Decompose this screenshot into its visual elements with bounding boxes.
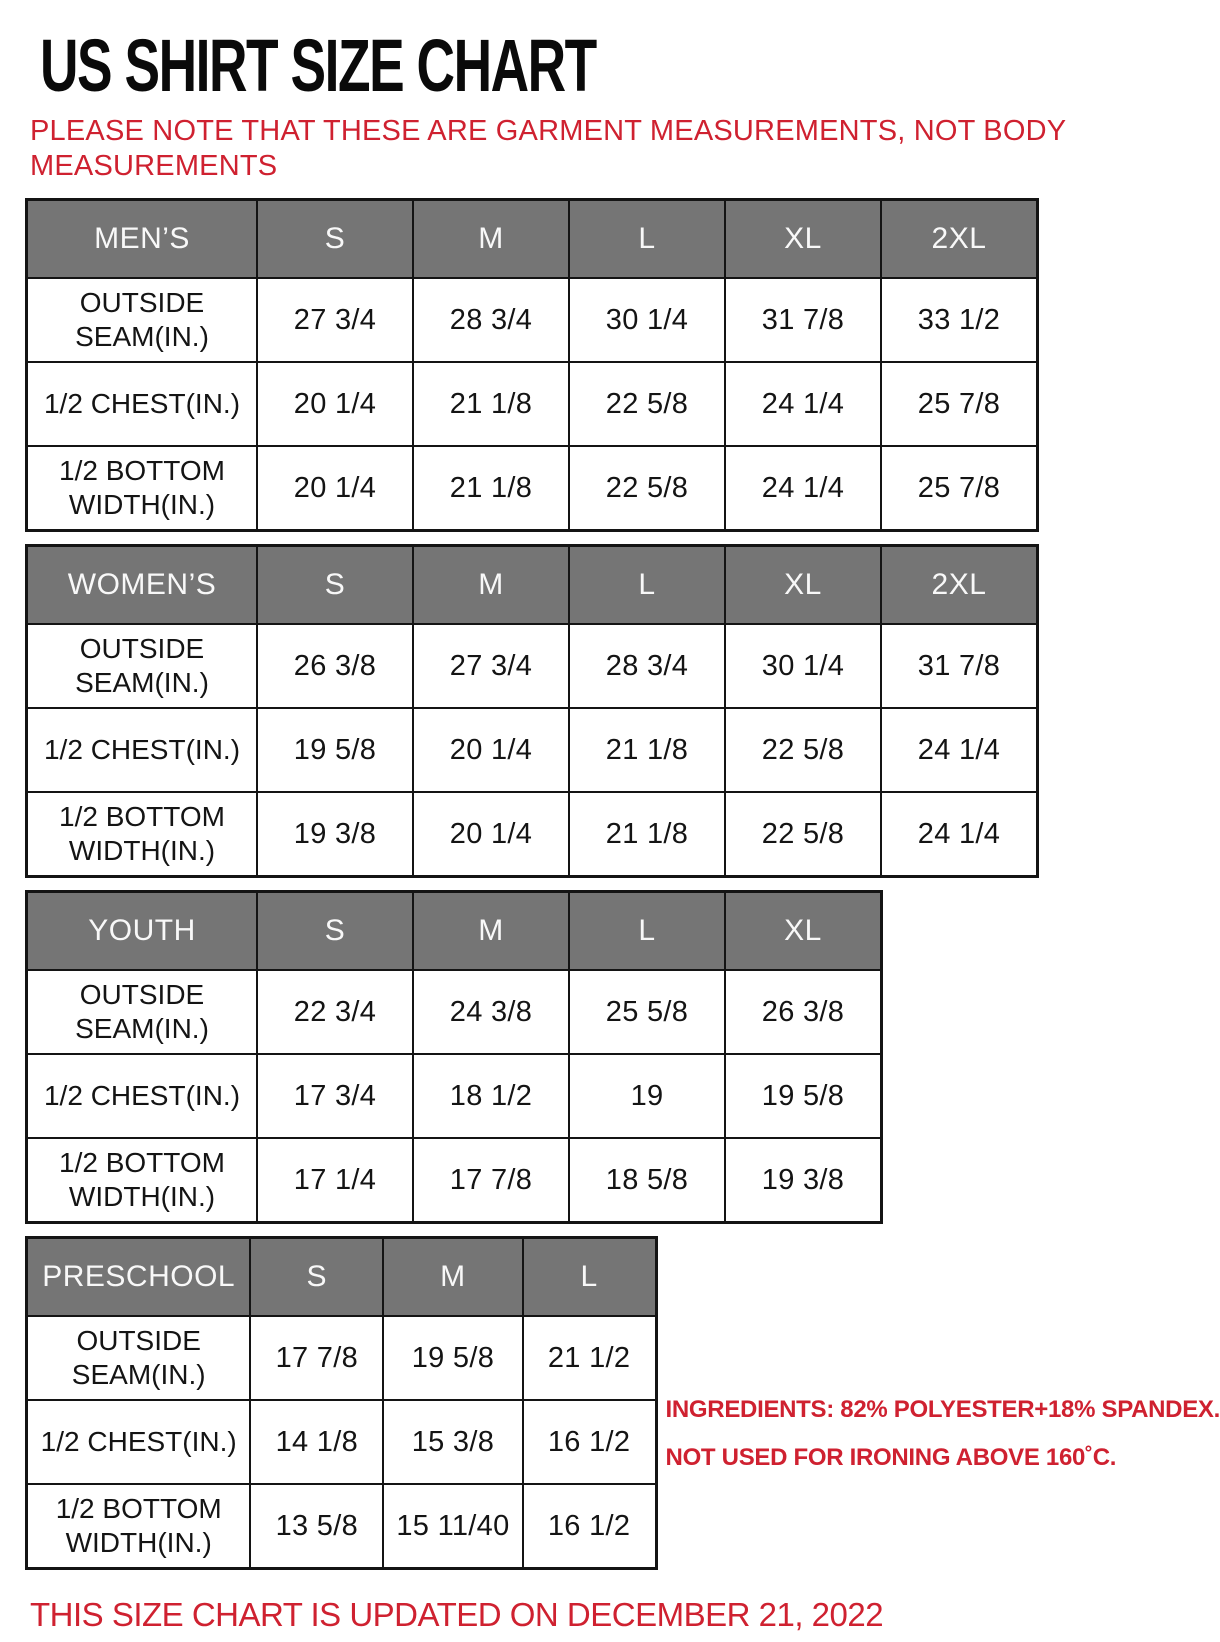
measurement-value-cell: 22 5/8 [569, 446, 725, 531]
measurement-value-cell: 30 1/4 [725, 624, 881, 708]
size-column-header: XL [725, 546, 881, 625]
ingredients-line-2: NOT USED FOR IRONING ABOVE 160˚C. [665, 1444, 1117, 1471]
size-column-header: M [413, 200, 569, 279]
table-group-header: PRESCHOOL [27, 1238, 251, 1317]
mens-table-slot [25, 198, 1220, 532]
measurement-label-cell: 1/2 BOTTOM WIDTH(IN.) [27, 792, 258, 877]
measurement-value-cell: 19 5/8 [383, 1316, 522, 1400]
measurement-value-cell: 27 3/4 [257, 278, 413, 362]
preschool-table-slot [25, 1236, 658, 1570]
table-row [27, 708, 1038, 792]
measurement-value-cell: 17 3/4 [257, 1054, 413, 1138]
measurement-value-cell: 15 11/40 [383, 1484, 522, 1569]
womens-size-table [25, 544, 1039, 878]
measurement-value-cell: 18 1/2 [413, 1054, 569, 1138]
size-column-header: L [569, 892, 725, 971]
measurement-label-cell: OUTSIDE SEAM(IN.) [27, 1316, 251, 1400]
table-group-header: WOMEN’S [27, 546, 258, 625]
size-column-header: M [383, 1238, 522, 1317]
measurement-value-cell: 17 1/4 [257, 1138, 413, 1223]
table-group-header: MEN’S [27, 200, 258, 279]
measurement-value-cell: 20 1/4 [257, 362, 413, 446]
measurement-value-cell: 26 3/8 [257, 624, 413, 708]
size-column-header: S [250, 1238, 383, 1317]
measurement-label-cell: 1/2 CHEST(IN.) [27, 708, 258, 792]
size-column-header: L [569, 546, 725, 625]
measurement-label-cell: OUTSIDE SEAM(IN.) [27, 624, 258, 708]
note-line-2: MEASUREMENTS [30, 150, 278, 182]
measurement-value-cell: 22 5/8 [725, 708, 881, 792]
measurement-value-cell: 31 7/8 [725, 278, 881, 362]
table-row [27, 446, 1038, 531]
size-tables-area [25, 198, 1220, 1582]
table-row [27, 1400, 657, 1484]
size-column-header: S [257, 892, 413, 971]
measurement-value-cell: 19 3/8 [725, 1138, 882, 1223]
measurement-value-cell: 19 3/8 [257, 792, 413, 877]
measurement-value-cell: 21 1/8 [569, 792, 725, 877]
measurement-value-cell: 19 [569, 1054, 725, 1138]
measurement-label-cell: 1/2 CHEST(IN.) [27, 1400, 251, 1484]
table-header-row [27, 1238, 657, 1317]
table-row [27, 792, 1038, 877]
measurement-label-cell: 1/2 CHEST(IN.) [27, 362, 258, 446]
measurement-value-cell: 25 7/8 [881, 362, 1038, 446]
measurement-value-cell: 21 1/2 [523, 1316, 656, 1400]
measurement-value-cell: 16 1/2 [523, 1400, 656, 1484]
table-row [27, 1316, 657, 1400]
measurement-label-cell: OUTSIDE SEAM(IN.) [27, 278, 258, 362]
youth-size-table [25, 890, 883, 1224]
mens-size-table [25, 198, 1039, 532]
measurement-value-cell: 21 1/8 [413, 446, 569, 531]
table-header-row [27, 546, 1038, 625]
measurement-value-cell: 16 1/2 [523, 1484, 656, 1569]
measurement-value-cell: 22 3/4 [257, 970, 413, 1054]
measurement-value-cell: 30 1/4 [569, 278, 725, 362]
table-row [27, 1484, 657, 1569]
measurement-label-cell: 1/2 BOTTOM WIDTH(IN.) [27, 446, 258, 531]
size-column-header: 2XL [881, 546, 1038, 625]
measurement-value-cell: 20 1/4 [413, 708, 569, 792]
measurement-value-cell: 22 5/8 [725, 792, 881, 877]
preschool-size-table [25, 1236, 658, 1570]
measurement-label-cell: 1/2 BOTTOM WIDTH(IN.) [27, 1138, 258, 1223]
garment-measurement-note [30, 114, 1220, 184]
measurement-value-cell: 21 1/8 [569, 708, 725, 792]
page-header [40, 24, 1220, 108]
update-date-note: THIS SIZE CHART IS UPDATED ON DECEMBER 21, 2022 [30, 1596, 884, 1633]
measurement-label-cell: 1/2 CHEST(IN.) [27, 1054, 258, 1138]
size-column-header: L [569, 200, 725, 279]
womens-table-slot [25, 544, 1220, 878]
table-header-row [27, 200, 1038, 279]
table-row [27, 970, 882, 1054]
measurement-value-cell: 31 7/8 [881, 624, 1038, 708]
measurement-value-cell: 18 5/8 [569, 1138, 725, 1223]
measurement-value-cell: 25 7/8 [881, 446, 1038, 531]
measurement-value-cell: 27 3/4 [413, 624, 569, 708]
table-group-header: YOUTH [27, 892, 258, 971]
size-column-header: S [257, 200, 413, 279]
table-row [27, 278, 1038, 362]
table-row [27, 624, 1038, 708]
measurement-value-cell: 26 3/8 [725, 970, 882, 1054]
measurement-value-cell: 19 5/8 [725, 1054, 882, 1138]
measurement-value-cell: 24 1/4 [725, 446, 881, 531]
measurement-value-cell: 24 1/4 [725, 362, 881, 446]
size-column-header: L [523, 1238, 656, 1317]
preschool-and-ingredients-row [25, 1236, 1220, 1582]
table-row [27, 1054, 882, 1138]
measurement-label-cell: 1/2 BOTTOM WIDTH(IN.) [27, 1484, 251, 1569]
measurement-value-cell: 19 5/8 [257, 708, 413, 792]
table-header-row [27, 892, 882, 971]
measurement-value-cell: 20 1/4 [413, 792, 569, 877]
ingredients-note [666, 1386, 1220, 1482]
table-row [27, 1138, 882, 1223]
size-column-header: M [413, 892, 569, 971]
size-column-header: XL [725, 892, 882, 971]
measurement-value-cell: 28 3/4 [413, 278, 569, 362]
measurement-value-cell: 15 3/8 [383, 1400, 522, 1484]
measurement-value-cell: 24 1/4 [881, 708, 1038, 792]
size-column-header: XL [725, 200, 881, 279]
measurement-value-cell: 24 3/8 [413, 970, 569, 1054]
measurement-value-cell: 14 1/8 [250, 1400, 383, 1484]
measurement-value-cell: 13 5/8 [250, 1484, 383, 1569]
table-row [27, 362, 1038, 446]
measurement-value-cell: 33 1/2 [881, 278, 1038, 362]
size-column-header: 2XL [881, 200, 1038, 279]
measurement-label-cell: OUTSIDE SEAM(IN.) [27, 970, 258, 1054]
measurement-value-cell: 28 3/4 [569, 624, 725, 708]
ingredients-line-1: INGREDIENTS: 82% POLYESTER+18% SPANDEX. [665, 1396, 1220, 1423]
youth-table-slot [25, 890, 1220, 1224]
note-line-1: PLEASE NOTE THAT THESE ARE GARMENT MEASUREMENTS, NOT BODY [30, 115, 1067, 147]
measurement-value-cell: 22 5/8 [569, 362, 725, 446]
page-title: US SHIRT SIZE CHART [40, 24, 596, 107]
size-column-header: S [257, 546, 413, 625]
measurement-value-cell: 17 7/8 [250, 1316, 383, 1400]
measurement-value-cell: 20 1/4 [257, 446, 413, 531]
measurement-value-cell: 21 1/8 [413, 362, 569, 446]
measurement-value-cell: 25 5/8 [569, 970, 725, 1054]
measurement-value-cell: 24 1/4 [881, 792, 1038, 877]
size-column-header: M [413, 546, 569, 625]
measurement-value-cell: 17 7/8 [413, 1138, 569, 1223]
